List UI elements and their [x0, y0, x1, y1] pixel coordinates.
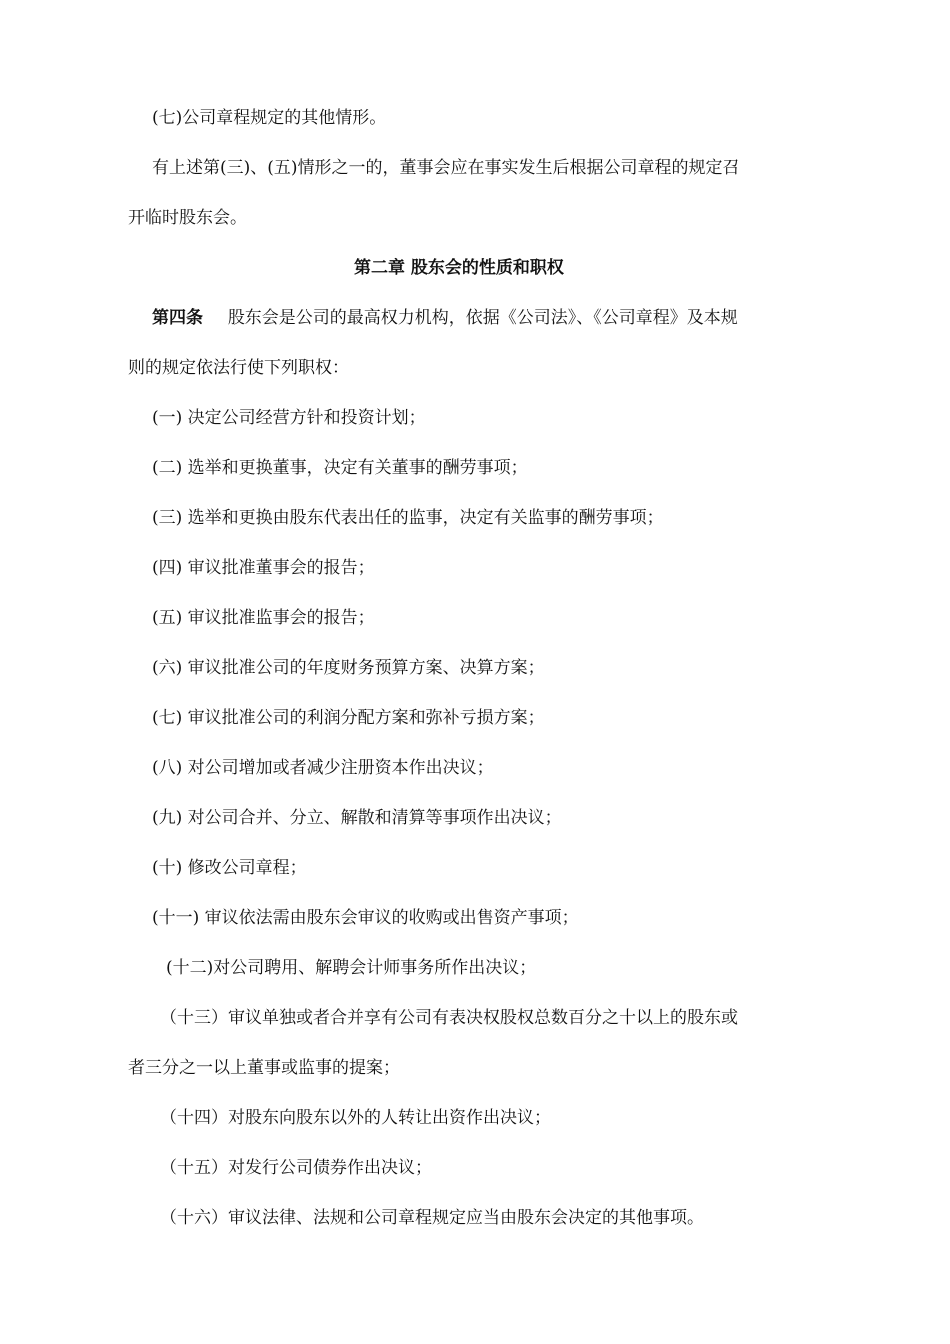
article-4-line — [152, 307, 738, 329]
article-text: 股东会是公司的最高权力机构，依据《公司法》、《公司章程》及本规 — [227, 308, 738, 328]
list-item: (五) 审议批准监事会的报告； — [152, 608, 375, 628]
chapter-heading: 第二章 股东会的性质和职权 — [354, 258, 564, 278]
article-label: 第四条 — [152, 308, 203, 328]
article-4-line-2: 则的规定依法行使下列职权： — [128, 358, 349, 378]
list-item: (十) 修改公司章程； — [152, 858, 307, 878]
list-item: (八) 对公司增加或者减少注册资本作出决议； — [152, 758, 494, 778]
paragraph-line: 有上述第(三)、(五)情形之一的，董事会应在事实发生后根据公司章程的规定召 — [152, 158, 740, 178]
list-item: （十四）对股东向股东以外的人转让出资作出决议； — [160, 1108, 551, 1128]
clause-item-7: (七)公司章程规定的其他情形。 — [152, 108, 387, 128]
list-item: (三) 选举和更换由股东代表出任的监事，决定有关监事的酬劳事项； — [152, 508, 664, 528]
list-item: (七) 审议批准公司的利润分配方案和弥补亏损方案； — [152, 708, 545, 728]
list-item: (六) 审议批准公司的年度财务预算方案、决算方案； — [152, 658, 545, 678]
paragraph-line: 开临时股东会。 — [128, 208, 247, 228]
list-item: (九) 对公司合并、分立、解散和清算等事项作出决议； — [152, 808, 562, 828]
list-item: (十二)对公司聘用、解聘会计师事务所作出决议； — [166, 958, 537, 978]
list-item-continuation: 者三分之一以上董事或监事的提案； — [128, 1058, 400, 1078]
list-item: （十六）审议法律、法规和公司章程规定应当由股东会决定的其他事项。 — [160, 1208, 704, 1228]
list-item: (一) 决定公司经营方针和投资计划； — [152, 408, 426, 428]
list-item: (二) 选举和更换董事，决定有关董事的酬劳事项； — [152, 458, 528, 478]
list-item: （十五）对发行公司债券作出决议； — [160, 1158, 432, 1178]
list-item: (十一) 审议依法需由股东会审议的收购或出售资产事项； — [152, 908, 579, 928]
list-item: （十三）审议单独或者合并享有公司有表决权股权总数百分之十以上的股东或 — [160, 1008, 738, 1028]
list-item: (四) 审议批准董事会的报告； — [152, 558, 375, 578]
